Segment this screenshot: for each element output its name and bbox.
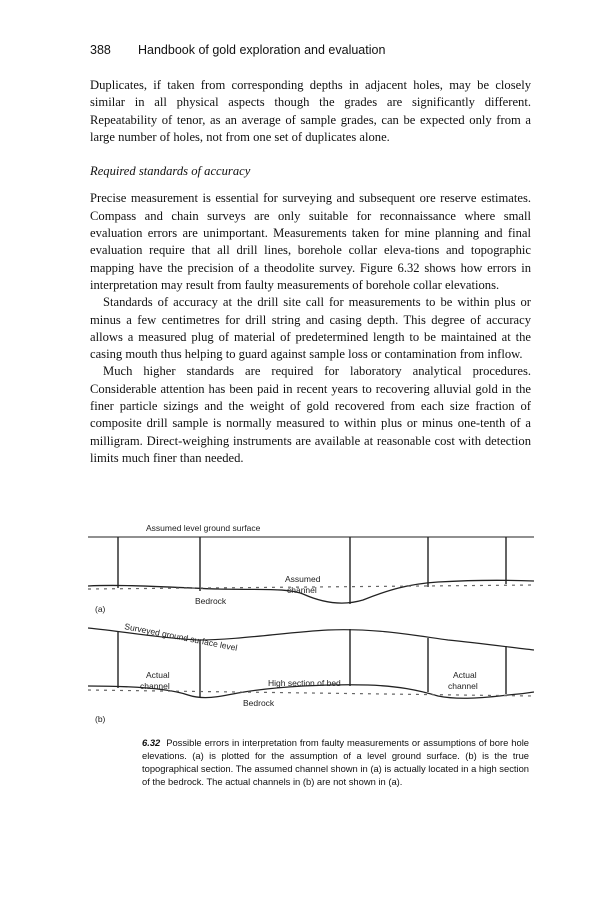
panel-b-marker: (b) — [95, 714, 106, 724]
actual-channel-right-label-2: channel — [448, 681, 478, 691]
actual-channel-left-label-2: channel — [140, 681, 170, 691]
high-section-label: High section of bed — [268, 678, 341, 688]
assumed-channel-label-2: channel — [287, 585, 317, 595]
figure-6-32 — [88, 520, 534, 730]
actual-channel-left-label-1: Actual — [146, 670, 170, 680]
paragraph-duplicates: Duplicates, if taken from corresponding depths in adjacent holes, may be closely similar in all physical aspects though the grades are significantly different. Repeatability of tenor, as an average of sample grades, can be expected only from a large number of holes, not from one set of duplicates alone. — [90, 78, 531, 144]
assumed-channel-label-1: Assumed — [285, 574, 321, 584]
panel-a-marker: (a) — [95, 604, 106, 614]
book-title: Handbook of gold exploration and evaluation — [138, 43, 386, 57]
paragraph-laboratory-standards: Much higher standards are required for laboratory analytical procedures. Considerable attention has been paid in recent years to recovering alluvial gold in the finer particle sizings and the weight of gold recovered from each size fraction of composite drill sample is normally measured to within plus or minus one-tenth of a milligram. Direct-weighing instruments are available at reasonable cost with detection limits much finer than needed. — [90, 364, 531, 465]
bedrock-label-b: Bedrock — [243, 698, 275, 708]
actual-channel-right-label-1: Actual — [453, 670, 477, 680]
surveyed-ground-label: Surveyed ground surface level — [123, 621, 239, 653]
subheading-accuracy: Required standards of accuracy — [90, 164, 251, 179]
caption-text: Possible errors in interpretation from faulty measurements or assumptions of bore hole elevations. (a) is plotted for the assumption of a level ground surface. (b) is the true topographical section. The assumed channel shown in (a) is actually located in a high section of the bedrock. The actual channels in (b) are not shown in (a). — [142, 737, 529, 787]
figure-caption — [142, 736, 529, 788]
cross-section-diagram — [88, 520, 534, 730]
body-text — [90, 77, 531, 467]
caption-number: 6.32 — [142, 737, 161, 748]
paragraph-precise-measurement: Precise measurement is essential for surveying and subsequent ore reserve estimates. Compass and chain surveys are only suitable for reconnaissance where small evaluation errors are unimportant. Measurements taken for mine planning and final evaluation require that all drill lines, borehole collar eleva-tions and topographic mapping have the precision of a theodolite survey. Figure 6.32 shows how errors in interpretation may result from faulty measurements of borehole collar elevations. — [90, 191, 531, 292]
assumed-ground-label: Assumed level ground surface — [146, 523, 261, 533]
bedrock-label-a: Bedrock — [195, 596, 227, 606]
page-number: 388 — [90, 43, 111, 57]
paragraph-drill-site-standards: Standards of accuracy at the drill site call for measurements to be within plus or minus a few centimetres for drill string and casing depth. This degree of accuracy allows a measured plug of material of predetermined length to be maintained at the casing mouth thus helping to guard against sample loss or contamination from inflow. — [90, 295, 531, 362]
running-head — [90, 43, 530, 57]
